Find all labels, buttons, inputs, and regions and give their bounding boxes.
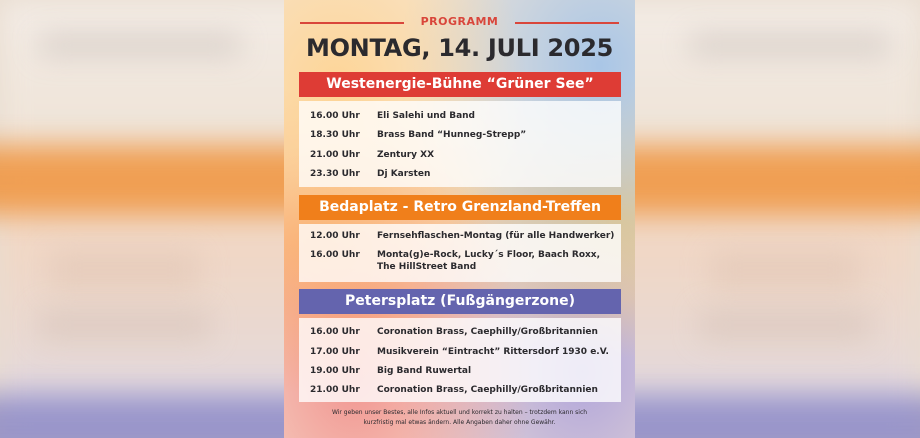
schedule-act (377, 249, 615, 273)
schedule-act-line: The HillStreet Band (377, 262, 477, 272)
event-date: MONTAG, 14. JULI 2025 (306, 34, 613, 62)
schedule-time: 16.00 Uhr (310, 111, 360, 121)
schedule-act: Coronation Brass, Caephilly/Großbritannien (377, 385, 598, 395)
schedule-time: 17.00 Uhr (310, 347, 360, 357)
program-heading (300, 15, 619, 31)
schedule-time: 16.00 Uhr (310, 250, 360, 260)
schedule-act: Zentury XX (377, 150, 435, 160)
schedule-time: 23.30 Uhr (310, 169, 360, 179)
schedule-time: 12.00 Uhr (310, 231, 360, 241)
schedule-act: Musikverein “Eintracht” Rittersdorf 1930 e.V. (377, 347, 609, 357)
schedule-act: Brass Band “Hunneg-Strepp” (377, 130, 527, 140)
schedule-act: Coronation Brass, Caephilly/Großbritannien (377, 327, 598, 337)
schedule-act: Eli Salehi und Band (377, 111, 475, 121)
schedule-time: 21.00 Uhr (310, 385, 360, 395)
schedule-act: Fernsehflaschen-Montag (für alle Handwerker) (377, 231, 615, 241)
program-label: PROGRAMM (420, 15, 499, 28)
schedule-act-line: Monta(g)e-Rock, Lucky´s Floor, Baach Roxx, (377, 250, 601, 260)
disclaimer-line: kurzfristig mal etwas ändern. Alle Angaben daher ohne Gewähr. (363, 419, 556, 426)
schedule-time: 18.30 Uhr (310, 130, 360, 140)
program-poster (284, 0, 635, 438)
venue-schedule-westenergie-buehne (299, 101, 621, 187)
venue-schedule-petersplatz (299, 318, 621, 402)
schedule-time: 21.00 Uhr (310, 150, 360, 160)
venue-schedule-bedaplatz (299, 224, 621, 282)
venue-title-westenergie-buehne: Westenergie-Bühne “Grüner See” (299, 72, 621, 97)
schedule-time: 16.00 Uhr (310, 327, 360, 337)
disclaimer-line: Wir geben unser Bestes, alle Infos aktuell und korrekt zu halten – trotzdem kann sich (331, 409, 588, 416)
venue-title-bedaplatz: Bedaplatz - Retro Grenzland-Treffen (299, 195, 621, 220)
schedule-act: Big Band Ruwertal (377, 366, 472, 376)
schedule-time: 19.00 Uhr (310, 366, 360, 376)
venue-title-petersplatz: Petersplatz (Fußgängerzone) (299, 289, 621, 314)
schedule-act: Dj Karsten (377, 169, 431, 179)
heading-rule-right (515, 22, 619, 24)
disclaimer (302, 408, 617, 428)
